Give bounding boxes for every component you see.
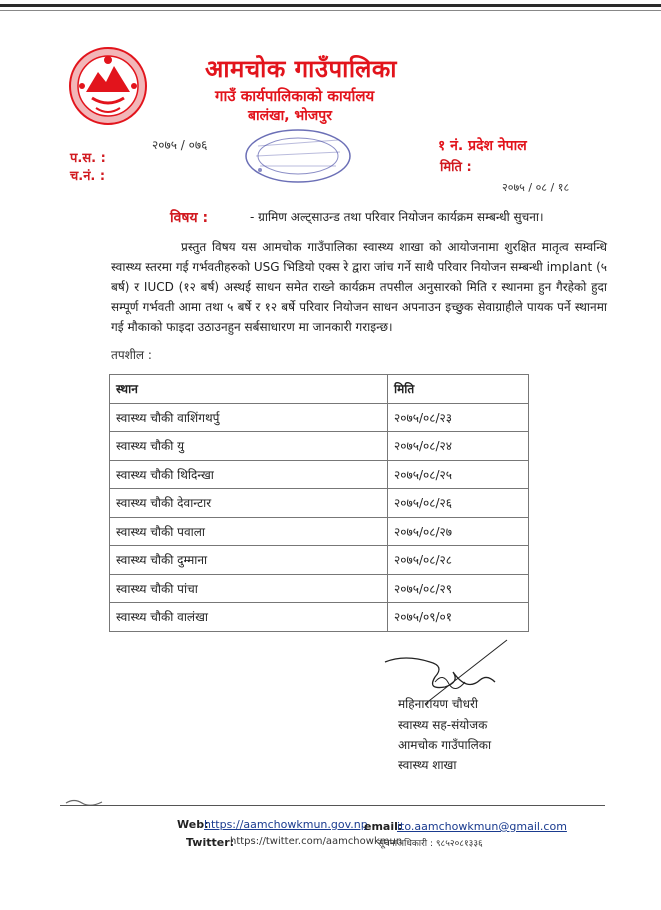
office-stamp-icon: [238, 126, 353, 186]
letterhead-subtitle: गाउँ कार्यपालिकाको कार्यालय: [215, 87, 375, 105]
row-place: स्वास्थ्य चौकी थिदिन्खा: [110, 460, 388, 489]
schedule-table: [109, 374, 529, 632]
table-row: [110, 432, 529, 461]
row-place: स्वास्थ्य चौकी यु: [110, 432, 388, 461]
table-row: [110, 517, 529, 546]
table-row: [110, 460, 529, 489]
subject-text: - ग्रामिण अल्ट्साउन्ड तथा परिवार नियोजन कार्यक्रम सम्बन्धी सुचना।: [250, 210, 544, 224]
header-place: स्थान: [110, 375, 388, 404]
row-date: २०७५/०८/२६: [388, 489, 529, 518]
row-date: २०७५/०८/२७: [388, 517, 529, 546]
row-place: स्वास्थ्य चौकी दुम्माना: [110, 546, 388, 575]
table-row: [110, 603, 529, 632]
subject-label: विषय :: [170, 210, 209, 226]
info-officer: सूचनाअधिकारी : ९८५२०८१३३६: [378, 839, 483, 849]
row-place: स्वास्थ्य चौकी देवान्टार: [110, 489, 388, 518]
nepal-emblem-icon: [68, 46, 148, 126]
table-row: [110, 546, 529, 575]
fiscal-year: २०७५ / ०७६: [152, 138, 208, 152]
province-label: १ नं. प्रदेश नेपाल: [438, 138, 527, 154]
table-header-row: [110, 375, 529, 404]
row-date: २०७५/०८/२५: [388, 460, 529, 489]
row-date: २०७५/०९/०१: [388, 603, 529, 632]
footer-divider: [60, 805, 605, 806]
row-place: स्वास्थ्य चौकी पवाला: [110, 517, 388, 546]
email-label: email:: [364, 820, 403, 833]
body-paragraph: प्रस्तुत विषय यस आमचोक गाउँपालिका स्वास्थ्य शाखा को आयोजनामा शुरक्षित मातृत्व सम्वन्धि स्वास्थ्य स्तरमा गई गर्भवतीहरुको USG भिडियो एक्स रे द्वारा जांच गर्ने साथै परिवार नियोजन सम्बन्धी implant (५ बर्ष) र IUCD (१२ बर्ष) अस्थई साधन समेत राख्ने कार्यक्रम तपसील अनुसारको मिति र स्थानमा हुन गैरहेको हुदा सम्पूर्ण गर्भवती आमा तथा ५ बर्षे र १२ बर्षे परिवार नियोजन साधन अपनाउन इच्छुक सेवाग्राहीले पायक पर्ने स्थानमा गई मौकाको फाइदा उठाउनहुन सर्बसाधारण मा जानकारी गराइन्छ।: [111, 240, 607, 334]
top-border: [0, 4, 661, 7]
web-label: Web:: [177, 818, 209, 831]
ps-label: प.स. :: [70, 151, 106, 166]
table-row: [110, 489, 529, 518]
row-date: २०७५/०८/२३: [388, 403, 529, 432]
signatory-name: महिनारायण चौधरी: [398, 697, 479, 711]
row-date: २०७५/०८/२४: [388, 432, 529, 461]
email-link[interactable]: ito.aamchowkmun@gmail.com: [397, 820, 567, 833]
signatory-office: आमचोक गाउँपालिका: [398, 738, 492, 752]
letterhead-title: आमचोक गाउँपालिका: [205, 55, 397, 83]
signatory-branch: स्वास्थ्य शाखा: [398, 758, 457, 772]
tapsil-label: तपशील :: [111, 348, 152, 362]
row-date: २०७५/०८/२८: [388, 546, 529, 575]
row-place: स्वास्थ्य चौकी वाशिंगथर्पु: [110, 403, 388, 432]
letterhead-place: बालंखा, भोजपुर: [248, 108, 332, 124]
date-label: मिति :: [440, 160, 472, 175]
row-place: स्वास्थ्य चौकी पांचा: [110, 574, 388, 603]
footer-ornament-icon: [64, 796, 104, 808]
table-row: [110, 403, 529, 432]
cn-label: च.नं. :: [70, 169, 106, 184]
top-border-thin: [0, 10, 661, 11]
row-date: २०७५/०८/२९: [388, 574, 529, 603]
table-row: [110, 574, 529, 603]
header-date: मिति: [388, 375, 529, 404]
twitter-label: Twitter:: [186, 836, 235, 849]
signatory-role: स्वास्थ्य सह-संयोजक: [398, 718, 488, 732]
row-place: स्वास्थ्य चौकी वालंखा: [110, 603, 388, 632]
website-link[interactable]: https://aamchowkmun.gov.np: [204, 818, 368, 831]
letter-date: २०७५ / ०८ / १८: [502, 181, 570, 194]
twitter-link[interactable]: https://twitter.com/aamchowkmun: [230, 836, 403, 847]
